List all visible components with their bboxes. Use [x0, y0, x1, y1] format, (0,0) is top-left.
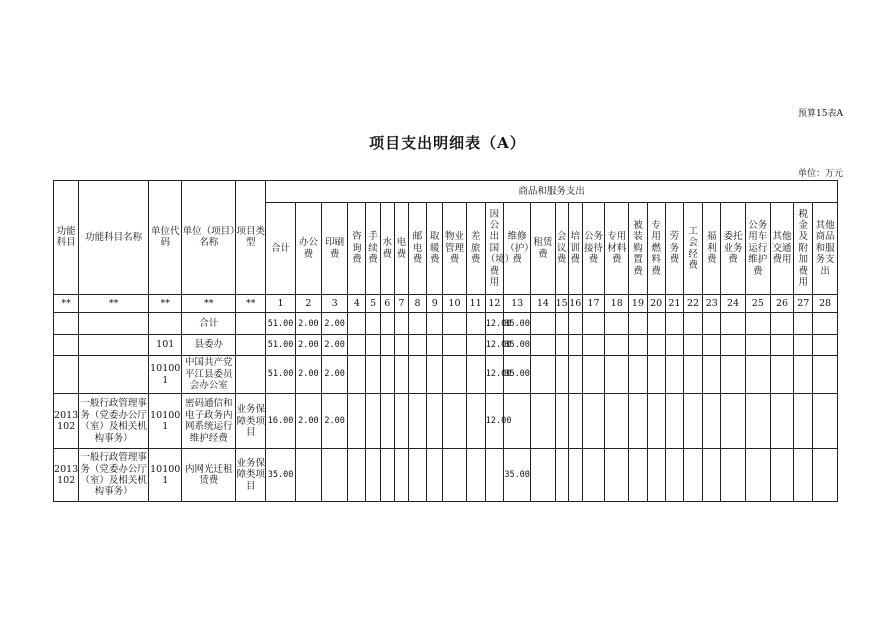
index-cell: 3	[321, 294, 347, 312]
table-cell: 101001	[149, 355, 182, 394]
value-cell	[443, 355, 466, 394]
index-cell: 2	[295, 294, 321, 312]
value-cell	[443, 335, 466, 355]
index-cell: 28	[813, 294, 838, 312]
value-cell	[745, 313, 770, 335]
value-cell	[408, 449, 426, 502]
table-cell	[236, 313, 266, 335]
value-cell	[745, 394, 770, 449]
value-cell	[703, 355, 721, 394]
column-header: 合计	[266, 203, 295, 294]
value-cell	[582, 313, 604, 335]
value-cell	[813, 313, 838, 335]
index-cell: **	[54, 294, 79, 312]
column-header: 税金及附加费用	[794, 203, 813, 294]
value-cell	[770, 335, 793, 355]
table-cell: 业务保障类项目	[236, 394, 266, 449]
index-cell: 9	[427, 294, 443, 312]
value-cell	[794, 335, 813, 355]
value-cell	[408, 355, 426, 394]
value-cell	[408, 394, 426, 449]
index-cell: 26	[770, 294, 793, 312]
table-cell: 101001	[149, 449, 182, 502]
value-cell	[466, 313, 485, 335]
value-cell	[366, 394, 380, 449]
index-cell: 11	[466, 294, 485, 312]
index-cell: 14	[531, 294, 555, 312]
value-cell	[466, 335, 485, 355]
value-cell	[380, 313, 394, 335]
column-header: 其他商品和服务支出	[813, 203, 838, 294]
column-header: 取暖费	[427, 203, 443, 294]
column-header: 培训费	[568, 203, 582, 294]
value-cell	[408, 335, 426, 355]
value-cell	[665, 394, 683, 449]
table-cell	[236, 355, 266, 394]
value-cell	[380, 394, 394, 449]
value-cell	[721, 335, 745, 355]
column-header: 租赁费	[531, 203, 555, 294]
value-cell	[629, 394, 647, 449]
index-cell: 15	[555, 294, 568, 312]
value-cell	[665, 355, 683, 394]
value-cell	[427, 449, 443, 502]
column-header: 其他交通费用	[770, 203, 793, 294]
value-cell	[683, 449, 702, 502]
value-cell	[531, 313, 555, 335]
index-cell: **	[79, 294, 149, 312]
value-cell	[629, 355, 647, 394]
index-cell: **	[149, 294, 182, 312]
column-header: 项目类型	[236, 181, 266, 295]
value-cell	[665, 449, 683, 502]
value-cell: 35.00	[503, 449, 530, 502]
table-cell	[149, 313, 182, 335]
column-header: 工会经费	[683, 203, 702, 294]
column-header: 被装购置费	[629, 203, 647, 294]
table-cell	[236, 335, 266, 355]
table-cell: 101001	[149, 394, 182, 449]
value-cell	[531, 449, 555, 502]
value-cell: 2.00	[321, 394, 347, 449]
value-cell	[794, 449, 813, 502]
value-cell	[531, 335, 555, 355]
value-cell: 51.00	[266, 313, 295, 335]
value-cell	[770, 394, 793, 449]
column-header: 咨询费	[348, 203, 366, 294]
value-cell: 16.00	[266, 394, 295, 449]
value-cell	[348, 355, 366, 394]
table-cell: 业务保障类项目	[236, 449, 266, 502]
value-cell	[647, 355, 665, 394]
column-header: 功能科目	[54, 181, 79, 295]
value-cell	[555, 394, 568, 449]
value-cell	[721, 313, 745, 335]
table-cell	[54, 313, 79, 335]
value-cell	[427, 394, 443, 449]
value-cell	[348, 335, 366, 355]
table-cell	[79, 355, 149, 394]
value-cell: 2.00	[321, 335, 347, 355]
column-header: 差旅费	[466, 203, 485, 294]
value-cell	[647, 335, 665, 355]
index-cell: 17	[582, 294, 604, 312]
value-cell	[683, 335, 702, 355]
column-header: 电费	[394, 203, 408, 294]
value-cell	[443, 394, 466, 449]
value-cell	[568, 394, 582, 449]
index-cell: 20	[647, 294, 665, 312]
group-header: 商品和服务支出	[266, 181, 838, 203]
value-cell	[770, 355, 793, 394]
table-row	[54, 449, 838, 502]
table-cell: 县委办	[182, 335, 236, 355]
value-cell: 12.00	[485, 313, 503, 335]
value-cell	[466, 394, 485, 449]
value-cell	[721, 355, 745, 394]
column-header: 单位代码	[149, 181, 182, 295]
index-cell: 10	[443, 294, 466, 312]
column-header: 委托业务费	[721, 203, 745, 294]
index-cell: 13	[503, 294, 530, 312]
value-cell	[555, 313, 568, 335]
value-cell	[813, 335, 838, 355]
value-cell	[555, 449, 568, 502]
index-cell: 12	[485, 294, 503, 312]
index-cell: 4	[348, 294, 366, 312]
value-cell	[605, 335, 629, 355]
value-cell: 2.00	[295, 335, 321, 355]
index-cell: 5	[366, 294, 380, 312]
value-cell	[629, 335, 647, 355]
expenditure-table	[53, 180, 838, 502]
table-row	[54, 394, 838, 449]
value-cell	[703, 335, 721, 355]
value-cell	[555, 355, 568, 394]
value-cell	[427, 355, 443, 394]
index-cell: 7	[394, 294, 408, 312]
table-cell	[79, 313, 149, 335]
value-cell	[466, 449, 485, 502]
value-cell: 35.00	[503, 355, 530, 394]
value-cell	[683, 355, 702, 394]
value-cell	[794, 394, 813, 449]
value-cell: 2.00	[321, 313, 347, 335]
table-cell: 2013102	[54, 394, 79, 449]
value-cell	[794, 313, 813, 335]
value-cell	[703, 449, 721, 502]
value-cell	[531, 394, 555, 449]
index-cell: 23	[703, 294, 721, 312]
value-cell	[568, 313, 582, 335]
column-header: 因公出国（境）费用	[485, 203, 503, 294]
index-cell: 1	[266, 294, 295, 312]
value-cell	[629, 449, 647, 502]
value-cell	[321, 449, 347, 502]
table-cell: 密码通信和电子政务内网系统运行维护经费	[182, 394, 236, 449]
column-header: 办公费	[295, 203, 321, 294]
value-cell	[745, 449, 770, 502]
column-header: 功能科目名称	[79, 181, 149, 295]
table-row	[54, 313, 838, 335]
column-header: 会议费	[555, 203, 568, 294]
table-cell: 2013102	[54, 449, 79, 502]
value-cell	[683, 394, 702, 449]
value-cell	[665, 313, 683, 335]
table-code: 预算15表A	[798, 109, 843, 119]
column-header: 印刷费	[321, 203, 347, 294]
value-cell	[745, 335, 770, 355]
index-cell: 22	[683, 294, 702, 312]
table-row	[54, 355, 838, 394]
table-row	[54, 335, 838, 355]
value-cell: 35.00	[266, 449, 295, 502]
value-cell	[443, 449, 466, 502]
column-header: 维修（护）费	[503, 203, 530, 294]
table-cell: 中国共产党平江县委员会办公室	[182, 355, 236, 394]
value-cell	[605, 449, 629, 502]
header-row	[54, 181, 838, 203]
value-cell	[348, 313, 366, 335]
index-cell: 25	[745, 294, 770, 312]
value-cell	[703, 394, 721, 449]
value-cell	[813, 449, 838, 502]
value-cell	[408, 313, 426, 335]
value-cell: 12.00	[485, 394, 503, 449]
value-cell: 12.00	[485, 355, 503, 394]
value-cell	[466, 355, 485, 394]
table-cell: 101	[149, 335, 182, 355]
value-cell	[647, 394, 665, 449]
index-cell: 24	[721, 294, 745, 312]
table-cell: 一般行政管理事务（党委办公厅（室）及相关机构事务）	[79, 449, 149, 502]
value-cell	[394, 335, 408, 355]
index-cell: 27	[794, 294, 813, 312]
value-cell	[443, 313, 466, 335]
value-cell	[813, 394, 838, 449]
value-cell	[394, 394, 408, 449]
value-cell: 51.00	[266, 355, 295, 394]
value-cell	[605, 394, 629, 449]
table-cell: 一般行政管理事务（党委办公厅（室）及相关机构事务）	[79, 394, 149, 449]
column-header: 邮电费	[408, 203, 426, 294]
value-cell: 35.00	[503, 335, 530, 355]
value-cell	[794, 355, 813, 394]
column-header: 劳务费	[665, 203, 683, 294]
value-cell: 2.00	[295, 355, 321, 394]
value-cell	[380, 335, 394, 355]
value-cell	[605, 313, 629, 335]
value-cell	[366, 449, 380, 502]
column-header: 手续费	[366, 203, 380, 294]
value-cell	[721, 449, 745, 502]
value-cell	[366, 355, 380, 394]
value-cell	[582, 355, 604, 394]
index-row	[54, 294, 838, 312]
column-header: 公务用车运行维护费	[745, 203, 770, 294]
value-cell	[366, 335, 380, 355]
value-cell: 2.00	[295, 394, 321, 449]
index-cell: 6	[380, 294, 394, 312]
value-cell	[366, 313, 380, 335]
value-cell	[394, 355, 408, 394]
value-cell	[770, 449, 793, 502]
value-cell	[531, 355, 555, 394]
column-header: 物业管理费	[443, 203, 466, 294]
column-header: 专用燃料费	[647, 203, 665, 294]
value-cell	[380, 355, 394, 394]
value-cell	[348, 449, 366, 502]
value-cell: 2.00	[321, 355, 347, 394]
value-cell	[665, 335, 683, 355]
table-cell	[79, 335, 149, 355]
index-cell: 8	[408, 294, 426, 312]
index-cell: 18	[605, 294, 629, 312]
value-cell: 2.00	[295, 313, 321, 335]
value-cell	[582, 335, 604, 355]
value-cell	[582, 394, 604, 449]
value-cell	[568, 355, 582, 394]
column-header: 单位（项目）名称	[182, 181, 236, 295]
value-cell	[568, 335, 582, 355]
value-cell	[647, 449, 665, 502]
unit-label: 单位：万元	[797, 169, 843, 179]
index-cell: 19	[629, 294, 647, 312]
column-header: 水费	[380, 203, 394, 294]
value-cell	[745, 355, 770, 394]
value-cell	[813, 355, 838, 394]
value-cell	[629, 313, 647, 335]
value-cell	[348, 394, 366, 449]
value-cell: 35.00	[503, 313, 530, 335]
value-cell	[605, 355, 629, 394]
table-cell	[54, 355, 79, 394]
column-header: 公务接待费	[582, 203, 604, 294]
value-cell	[394, 449, 408, 502]
index-cell: **	[236, 294, 266, 312]
column-header: 福利费	[703, 203, 721, 294]
value-cell	[683, 313, 702, 335]
value-cell: 51.00	[266, 335, 295, 355]
value-cell	[380, 449, 394, 502]
value-cell	[427, 335, 443, 355]
value-cell	[485, 449, 503, 502]
value-cell	[295, 449, 321, 502]
value-cell	[427, 313, 443, 335]
value-cell	[721, 394, 745, 449]
value-cell	[394, 313, 408, 335]
column-header: 专用材料费	[605, 203, 629, 294]
index-cell: 21	[665, 294, 683, 312]
table-cell	[54, 335, 79, 355]
table-cell: 内网光迁租赁费	[182, 449, 236, 502]
value-cell: 12.00	[485, 335, 503, 355]
value-cell	[703, 313, 721, 335]
value-cell	[647, 313, 665, 335]
index-cell: 16	[568, 294, 582, 312]
value-cell	[770, 313, 793, 335]
value-cell	[555, 335, 568, 355]
page-title: 项目支出明细表（A）	[369, 134, 526, 152]
value-cell	[568, 449, 582, 502]
value-cell	[582, 449, 604, 502]
table-cell: 合计	[182, 313, 236, 335]
index-cell: **	[182, 294, 236, 312]
